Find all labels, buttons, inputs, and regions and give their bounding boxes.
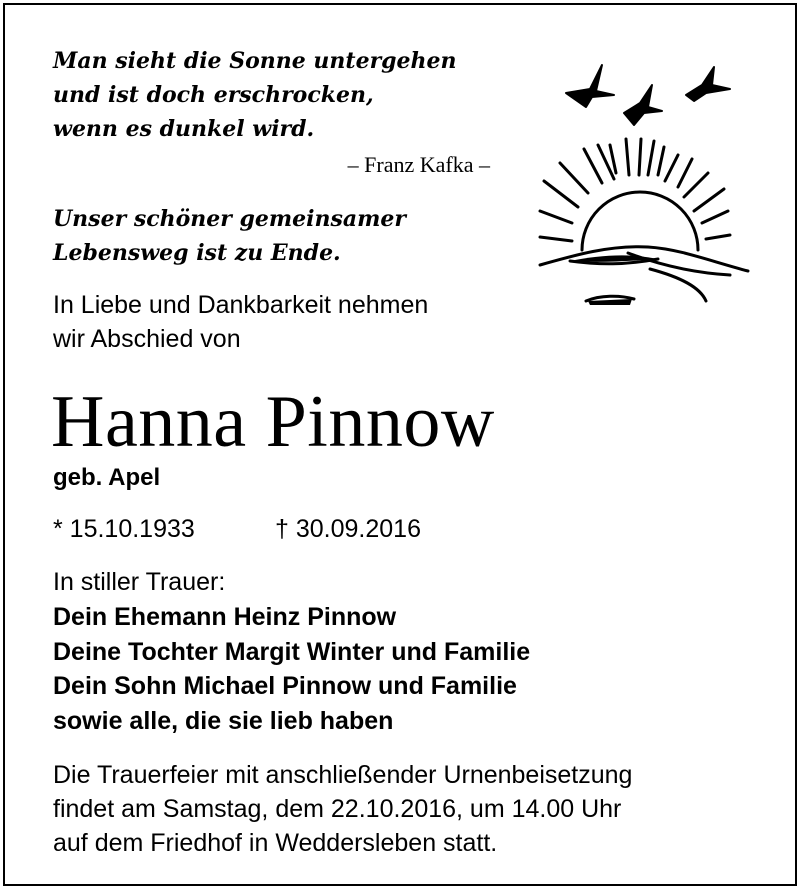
mourning-heading: In stiller Trauer: bbox=[53, 568, 226, 596]
service-line: auf dem Friedhof in Weddersleben statt. bbox=[53, 829, 498, 857]
deceased-name: Hanna Pinnow bbox=[51, 381, 495, 463]
birth-date: * 15.10.1933 bbox=[53, 515, 195, 543]
mourner-line: Deine Tochter Margit Winter und Familie bbox=[53, 637, 531, 666]
lebensweg-text bbox=[53, 202, 406, 270]
intro-line: wir Abschied von bbox=[53, 325, 241, 353]
mourner-line: sowie alle, die sie lieb haben bbox=[53, 706, 394, 735]
sunset-with-birds-icon bbox=[530, 55, 760, 325]
service-line: findet am Samstag, dem 22.10.2016, um 14.00 Uhr bbox=[53, 795, 622, 823]
quote-line: Man sieht die Sonne untergehen bbox=[53, 48, 457, 74]
lebensweg-line: Lebensweg ist zu Ende. bbox=[53, 240, 341, 266]
kafka-quote bbox=[53, 44, 513, 146]
mourners-list bbox=[53, 600, 530, 738]
funeral-service-info bbox=[53, 758, 632, 860]
farewell-intro bbox=[53, 288, 428, 356]
birth-name: geb. Apel bbox=[53, 464, 161, 491]
life-dates bbox=[53, 513, 421, 545]
lebensweg-line: Unser schöner gemeinsamer bbox=[53, 206, 407, 232]
quote-line: wenn es dunkel wird. bbox=[53, 116, 315, 142]
service-line: Die Trauerfeier mit anschließender Urnenbeisetzung bbox=[53, 761, 633, 789]
death-date: † 30.09.2016 bbox=[275, 515, 421, 543]
quote-author: – Franz Kafka – bbox=[347, 152, 490, 177]
quote-line: und ist doch erschrocken, bbox=[53, 82, 374, 108]
mourner-line: Dein Ehemann Heinz Pinnow bbox=[53, 603, 397, 631]
mourner-line: Dein Sohn Michael Pinnow und Familie bbox=[53, 672, 517, 700]
intro-line: In Liebe und Dankbarkeit nehmen bbox=[53, 291, 429, 319]
